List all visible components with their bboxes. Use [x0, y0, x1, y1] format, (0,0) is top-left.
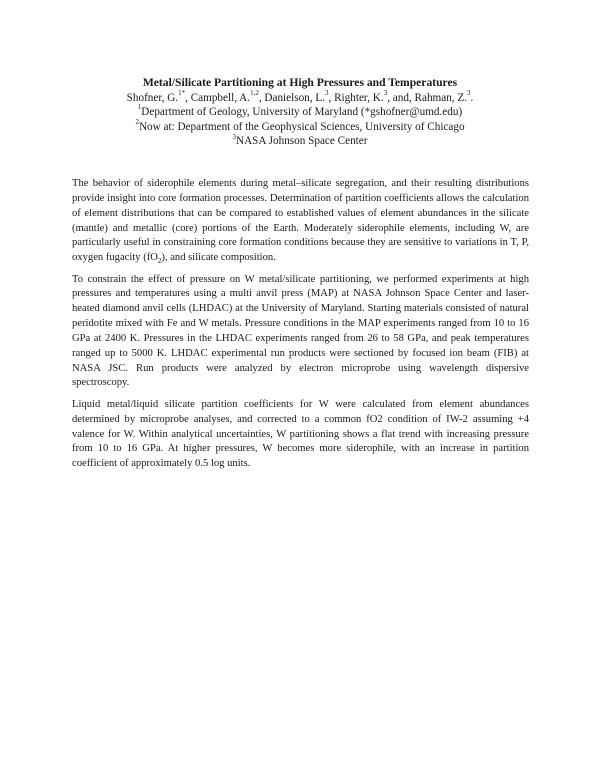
paper-header [60, 76, 540, 149]
paragraph-methods: To constrain the effect of pressure on W metal/silicate partitioning, we performed experiments at high pressures and temperatures using a multi anvil press (MAP) at NASA Johnson Space Center and laser-heated diamond anvil cells (LHDAC) at the University of Maryland. Starting materials consisted of natural peridotite mixed with Fe and W metals. Pressure conditions in the MAP experiments ranged from 10 to 16 GPa at 2400 K. Pressures in the LHDAC experiments ranged from 26 to 58 GPa, and peak temperatures ranged up to 5000 K. LHDAC experimental run products were sectioned by focused ion beam (FIB) at NASA JSC. Run products were analyzed by electron microprobe using wavelength dispersive spectroscopy. [72, 273, 529, 389]
author-list-end: . [470, 91, 474, 104]
author-name: , Danielson, L. [258, 91, 325, 104]
abstract-body [72, 177, 529, 479]
author-affiliation-mark: 3 [467, 88, 471, 97]
affiliation-text: NASA Johnson Space Center [236, 135, 368, 148]
author-name: , Campbell, A. [185, 91, 251, 104]
author-list [60, 88, 540, 106]
affiliation-text: Now at: Department of the Geophysical Sciences, University of Chicago [138, 120, 465, 133]
author-name: , and, Rahman, Z. [387, 91, 468, 104]
affiliation-2 [60, 120, 540, 135]
paper-title: Metal/Silicate Partitioning at High Pressures and Temperatures [142, 76, 458, 89]
paragraph-results: Liquid metal/liquid silicate partition coefficients for W were calculated from element abundances determined by microprobe analyses, and corrected to a common fO2 condition of IW-2 assuming +4 valence for W. Within analytical uncertainties, W partitioning shows a flat trend with increasing pressure from 10 to 16 GPa. At higher pressures, W becomes more siderophile, with an increase in partition coefficient of approximately 0.5 log units. [72, 398, 529, 470]
author-affiliation-mark: 1* [178, 88, 186, 97]
paragraph-introduction [72, 177, 529, 266]
paragraph-text: ), and silicate composition. [161, 252, 276, 264]
affiliation-1 [60, 105, 540, 120]
paragraph-text: The behavior of siderophile elements during metal–silicate segregation, and their resulting distributions provide insight into core formation processes. Determination of partition coefficients allows the calculation of element distributions that can be compared to established values of element abundances in the silicate (mantle) and metallic (core) portions of the Earth. Moderately siderophile elements, including W, are particularly useful in constraining core formation conditions because they are sensitive to variations in T, P, oxygen fugacity (fO [72, 178, 529, 264]
author-affiliation-mark: 3 [383, 88, 388, 97]
affiliation-3 [60, 134, 540, 149]
author-name: Shofner, G. [126, 91, 179, 104]
affiliation-text: Department of Geology, University of Maryland (*gshofner@umd.edu) [141, 106, 463, 119]
author-affiliation-mark: 1,2 [250, 88, 259, 97]
affiliation-mark: 3 [232, 132, 237, 141]
affiliation-mark: 1 [137, 103, 142, 112]
author-name: , Righter, K. [328, 91, 384, 104]
affiliation-mark: 2 [135, 118, 139, 127]
author-affiliation-mark: 3 [325, 88, 329, 97]
subscript: 2 [157, 257, 162, 266]
